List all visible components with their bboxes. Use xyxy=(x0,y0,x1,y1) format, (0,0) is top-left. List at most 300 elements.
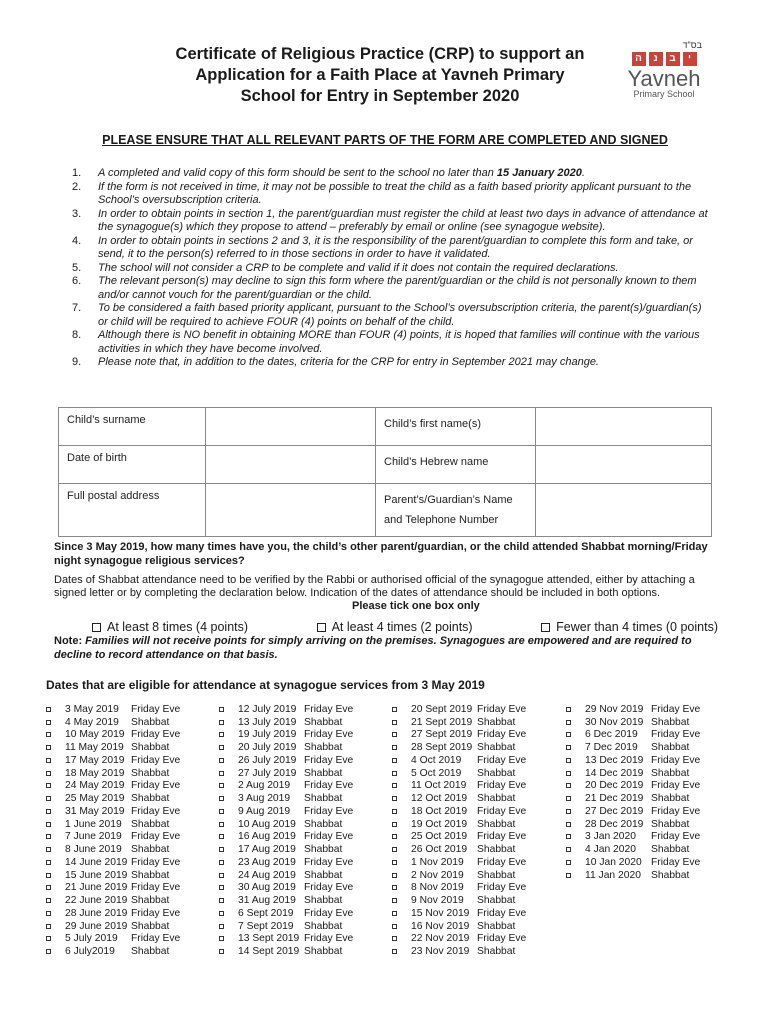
date-checkbox[interactable] xyxy=(392,707,397,712)
school-logo xyxy=(624,40,704,99)
date-value: 3 Aug 2019 xyxy=(238,793,291,805)
instruction-number: 4. xyxy=(72,234,82,247)
date-checkbox[interactable] xyxy=(392,898,397,903)
logo-tile: ב xyxy=(666,52,680,66)
surname-field[interactable] xyxy=(206,408,376,446)
service-type: Shabbat xyxy=(477,844,516,856)
service-type: Friday Eve xyxy=(477,805,527,817)
checkbox[interactable] xyxy=(92,623,101,632)
ensure-heading: PLEASE ENSURE THAT ALL RELEVANT PARTS OF THE FORM ARE COMPLETED AND SIGNED xyxy=(102,133,668,147)
date-checkbox[interactable] xyxy=(392,860,397,865)
date-row[interactable] xyxy=(392,869,526,882)
date-row[interactable] xyxy=(219,856,353,869)
date-checkbox[interactable] xyxy=(392,885,397,890)
date-checkbox[interactable] xyxy=(46,796,51,801)
date-value: 20 Sept 2019 xyxy=(411,703,473,715)
date-value: 10 May 2019 xyxy=(65,729,125,741)
date-checkbox[interactable] xyxy=(46,732,51,737)
date-row[interactable] xyxy=(392,831,526,844)
logo-tiles xyxy=(624,52,704,66)
instruction-item xyxy=(72,235,712,262)
date-row[interactable] xyxy=(46,818,180,831)
date-value: 18 May 2019 xyxy=(65,767,125,779)
surname-label: Child’s surname xyxy=(59,408,206,446)
child-details-table xyxy=(58,407,712,537)
service-type: Shabbat xyxy=(131,716,170,728)
date-checkbox[interactable] xyxy=(46,745,51,750)
service-type: Shabbat xyxy=(651,818,690,830)
date-row[interactable] xyxy=(46,767,180,780)
instruction-text-main: To be considered a faith based priority applicant, pursuant to the School’s oversubscription criteria, the parent(s)/guardian(s) or child will be required to achieve FOUR (4) points on behalf of the child. xyxy=(98,302,702,328)
bsd-mark: בס"ד xyxy=(682,40,702,50)
service-type: Friday Eve xyxy=(651,729,701,741)
date-row[interactable] xyxy=(392,754,526,767)
date-value: 25 Oct 2019 xyxy=(411,831,468,843)
date-row[interactable] xyxy=(392,792,526,805)
date-checkbox[interactable] xyxy=(219,936,224,941)
date-row[interactable] xyxy=(566,741,700,754)
date-checkbox[interactable] xyxy=(46,707,51,712)
date-checkbox[interactable] xyxy=(566,707,571,712)
date-checkbox[interactable] xyxy=(566,732,571,737)
date-checkbox[interactable] xyxy=(219,796,224,801)
attendance-note xyxy=(54,635,714,662)
address-field[interactable] xyxy=(206,484,376,537)
service-type: Friday Eve xyxy=(477,831,527,843)
parent-contact-field[interactable] xyxy=(536,484,712,537)
date-checkbox[interactable] xyxy=(566,822,571,827)
service-type: Friday Eve xyxy=(131,703,181,715)
date-checkbox[interactable] xyxy=(566,834,571,839)
date-checkbox[interactable] xyxy=(219,822,224,827)
date-value: 24 Aug 2019 xyxy=(238,869,296,881)
date-row[interactable] xyxy=(46,805,180,818)
hebrew-name-label: Child’s Hebrew name xyxy=(376,446,536,484)
date-row[interactable] xyxy=(46,907,180,920)
instruction-text xyxy=(98,235,712,262)
date-checkbox[interactable] xyxy=(46,860,51,865)
instruction-number: 6. xyxy=(72,275,82,287)
date-row[interactable] xyxy=(46,843,180,856)
date-row[interactable] xyxy=(566,754,700,767)
date-checkbox[interactable] xyxy=(392,732,397,737)
instruction-number: 8. xyxy=(72,329,82,341)
date-row[interactable] xyxy=(392,805,526,818)
service-type: Shabbat xyxy=(477,793,516,805)
date-value: 1 Nov 2019 xyxy=(411,856,464,868)
instruction-item xyxy=(72,167,712,181)
date-checkbox[interactable] xyxy=(392,924,397,929)
date-value: 28 June 2019 xyxy=(65,907,128,919)
option-label: At least 4 times (2 points) xyxy=(331,620,473,634)
date-checkbox[interactable] xyxy=(219,732,224,737)
option-fewer-than-4[interactable] xyxy=(541,620,718,634)
service-type: Friday Eve xyxy=(304,703,354,715)
hebrew-name-field[interactable] xyxy=(536,446,712,484)
document-header xyxy=(150,44,610,107)
title-line-1: Certificate of Religious Practice (CRP) to support an xyxy=(175,45,585,63)
dates-column-1 xyxy=(46,703,180,958)
first-names-field[interactable] xyxy=(536,408,712,446)
logo-tile: נ xyxy=(649,52,663,66)
service-type: Shabbat xyxy=(304,767,343,779)
date-row[interactable] xyxy=(46,716,180,729)
date-row[interactable] xyxy=(219,805,353,818)
date-checkbox[interactable] xyxy=(46,911,51,916)
date-checkbox[interactable] xyxy=(566,783,571,788)
date-row[interactable] xyxy=(219,869,353,882)
date-row[interactable] xyxy=(392,920,526,933)
attendance-instructions: Dates of Shabbat attendance need to be verified by the Rabbi or authorised official of the synagogue attended, either by attaching a signed letter or by completing the declaration below. Indication of the dates of attendance should be included in both options. xyxy=(54,574,695,599)
service-type: Friday Eve xyxy=(131,754,181,766)
service-type: Friday Eve xyxy=(477,882,527,894)
date-value: 7 Dec 2019 xyxy=(585,742,638,754)
date-checkbox[interactable] xyxy=(46,783,51,788)
service-type: Friday Eve xyxy=(304,907,354,919)
date-value: 29 Nov 2019 xyxy=(585,703,644,715)
date-row[interactable] xyxy=(46,882,180,895)
date-value: 9 Nov 2019 xyxy=(411,895,464,907)
date-value: 12 July 2019 xyxy=(238,703,297,715)
date-checkbox[interactable] xyxy=(219,949,224,954)
date-checkbox[interactable] xyxy=(46,885,51,890)
date-row[interactable] xyxy=(219,882,353,895)
date-value: 26 Oct 2019 xyxy=(411,844,468,856)
date-checkbox[interactable] xyxy=(46,924,51,929)
date-checkbox[interactable] xyxy=(392,949,397,954)
date-checkbox[interactable] xyxy=(219,911,224,916)
date-row[interactable] xyxy=(46,945,180,958)
service-type: Friday Eve xyxy=(477,856,527,868)
date-row[interactable] xyxy=(566,703,700,716)
instruction-number: 5. xyxy=(72,261,82,274)
date-row[interactable] xyxy=(219,818,353,831)
dob-field[interactable] xyxy=(206,446,376,484)
date-checkbox[interactable] xyxy=(46,949,51,954)
date-row[interactable] xyxy=(46,741,180,754)
date-checkbox[interactable] xyxy=(566,796,571,801)
date-value: 24 May 2019 xyxy=(65,780,125,792)
date-row[interactable] xyxy=(392,716,526,729)
date-value: 30 Aug 2019 xyxy=(238,882,296,894)
date-value: 6 July2019 xyxy=(65,946,115,958)
service-type: Friday Eve xyxy=(651,754,701,766)
date-checkbox[interactable] xyxy=(219,758,224,763)
service-type: Shabbat xyxy=(131,946,170,958)
service-type: Shabbat xyxy=(304,844,343,856)
date-checkbox[interactable] xyxy=(566,847,571,852)
instruction-text-main: Although there is NO benefit in obtaining MORE than FOUR (4) points, it is hoped that families will continue with the various activities in which they have become involved. xyxy=(98,329,700,355)
date-row[interactable] xyxy=(392,780,526,793)
service-type: Friday Eve xyxy=(131,856,181,868)
service-type: Shabbat xyxy=(304,716,343,728)
service-type: Friday Eve xyxy=(304,882,354,894)
date-row[interactable] xyxy=(46,780,180,793)
option-label: At least 8 times (4 points) xyxy=(107,620,249,634)
instructions-list xyxy=(72,167,712,370)
service-type: Friday Eve xyxy=(304,933,354,945)
service-type: Shabbat xyxy=(131,895,170,907)
title-line-3: School for Entry in September 2020 xyxy=(240,87,520,105)
service-type: Shabbat xyxy=(304,742,343,754)
date-row[interactable] xyxy=(219,907,353,920)
service-type: Friday Eve xyxy=(131,729,181,741)
date-checkbox[interactable] xyxy=(566,809,571,814)
date-checkbox[interactable] xyxy=(46,936,51,941)
service-type: Shabbat xyxy=(477,895,516,907)
date-row[interactable] xyxy=(392,907,526,920)
date-row[interactable] xyxy=(219,780,353,793)
date-value: 18 Oct 2019 xyxy=(411,805,468,817)
date-checkbox[interactable] xyxy=(392,936,397,941)
service-type: Friday Eve xyxy=(651,856,701,868)
date-value: 22 Nov 2019 xyxy=(411,933,470,945)
date-checkbox[interactable] xyxy=(566,720,571,725)
service-type: Friday Eve xyxy=(477,729,527,741)
date-checkbox[interactable] xyxy=(219,707,224,712)
date-value: 11 May 2019 xyxy=(65,742,124,754)
date-value: 29 June 2019 xyxy=(65,920,128,932)
date-checkbox[interactable] xyxy=(219,898,224,903)
date-checkbox[interactable] xyxy=(392,771,397,776)
service-type: Shabbat xyxy=(477,716,516,728)
date-checkbox[interactable] xyxy=(219,924,224,929)
service-type: Friday Eve xyxy=(304,831,354,843)
logo-tile: י xyxy=(683,52,697,66)
date-value: 21 June 2019 xyxy=(65,882,128,894)
date-value: 11 Jan 2020 xyxy=(585,869,641,881)
date-checkbox[interactable] xyxy=(392,745,397,750)
date-row[interactable] xyxy=(219,754,353,767)
instruction-item xyxy=(72,208,712,235)
date-row[interactable] xyxy=(46,729,180,742)
date-checkbox[interactable] xyxy=(46,873,51,878)
date-row[interactable] xyxy=(392,741,526,754)
date-value: 19 July 2019 xyxy=(238,729,297,741)
date-value: 1 June 2019 xyxy=(65,818,122,830)
date-checkbox[interactable] xyxy=(219,783,224,788)
date-checkbox[interactable] xyxy=(566,860,571,865)
date-row[interactable] xyxy=(566,780,700,793)
date-value: 6 Dec 2019 xyxy=(585,729,638,741)
date-row[interactable] xyxy=(46,792,180,805)
date-checkbox[interactable] xyxy=(46,809,51,814)
date-value: 15 Nov 2019 xyxy=(411,907,470,919)
date-checkbox[interactable] xyxy=(46,898,51,903)
date-row[interactable] xyxy=(219,767,353,780)
date-row[interactable] xyxy=(46,894,180,907)
date-checkbox[interactable] xyxy=(219,847,224,852)
date-checkbox[interactable] xyxy=(392,796,397,801)
first-names-label: Child’s first name(s) xyxy=(376,408,536,446)
option-4-times[interactable] xyxy=(317,620,473,634)
note-text: Families will not receive points for simply arriving on the premises. Synagogues are empowered and are required to decline to record attendance on that basis. xyxy=(54,635,692,661)
date-value: 17 May 2019 xyxy=(65,754,125,766)
date-checkbox[interactable] xyxy=(46,771,51,776)
date-checkbox[interactable] xyxy=(46,720,51,725)
date-row[interactable] xyxy=(219,741,353,754)
date-row[interactable] xyxy=(392,729,526,742)
date-value: 4 May 2019 xyxy=(65,716,119,728)
date-value: 14 June 2019 xyxy=(65,856,128,868)
date-value: 13 Sept 2019 xyxy=(238,933,300,945)
date-row[interactable] xyxy=(566,869,700,882)
instruction-text xyxy=(98,275,712,302)
date-row[interactable] xyxy=(219,792,353,805)
date-row[interactable] xyxy=(46,856,180,869)
date-checkbox[interactable] xyxy=(219,809,224,814)
date-checkbox[interactable] xyxy=(392,822,397,827)
date-row[interactable] xyxy=(566,767,700,780)
date-row[interactable] xyxy=(566,843,700,856)
option-8-times[interactable] xyxy=(92,620,248,634)
date-row[interactable] xyxy=(46,754,180,767)
date-checkbox[interactable] xyxy=(219,873,224,878)
date-row[interactable] xyxy=(392,703,526,716)
service-type: Friday Eve xyxy=(651,805,701,817)
date-row[interactable] xyxy=(392,818,526,831)
date-row[interactable] xyxy=(566,792,700,805)
date-checkbox[interactable] xyxy=(219,720,224,725)
service-type: Friday Eve xyxy=(131,933,181,945)
date-checkbox[interactable] xyxy=(566,745,571,750)
date-value: 27 Dec 2019 xyxy=(585,805,644,817)
date-value: 16 Nov 2019 xyxy=(411,920,470,932)
date-row[interactable] xyxy=(566,716,700,729)
instruction-item xyxy=(72,275,712,302)
service-type: Shabbat xyxy=(651,844,690,856)
date-row[interactable] xyxy=(219,894,353,907)
instruction-text-end: . xyxy=(581,167,585,179)
date-checkbox[interactable] xyxy=(219,771,224,776)
date-value: 5 Oct 2019 xyxy=(411,767,462,779)
title-line-2: Application for a Faith Place at Yavneh Primary xyxy=(195,66,565,84)
date-row[interactable] xyxy=(219,703,353,716)
date-row[interactable] xyxy=(566,805,700,818)
service-type: Shabbat xyxy=(651,716,690,728)
date-row[interactable] xyxy=(219,843,353,856)
date-value: 31 May 2019 xyxy=(65,805,125,817)
checkbox[interactable] xyxy=(541,623,550,632)
date-value: 15 June 2019 xyxy=(65,869,128,881)
parent-contact-label xyxy=(376,484,536,537)
instruction-text xyxy=(98,329,712,356)
date-value: 14 Dec 2019 xyxy=(585,767,644,779)
date-row[interactable] xyxy=(566,831,700,844)
instruction-item xyxy=(72,302,712,329)
date-row[interactable] xyxy=(392,843,526,856)
date-row[interactable] xyxy=(219,716,353,729)
date-checkbox[interactable] xyxy=(566,758,571,763)
date-checkbox[interactable] xyxy=(219,745,224,750)
instruction-text-main: In order to obtain points in section 1, the parent/guardian must register the child at least two days in advance of attendance at the synagogue(s) which they propose to attend – preferably by email or online (see synagogue website). xyxy=(98,207,708,233)
date-row[interactable] xyxy=(46,933,180,946)
date-checkbox[interactable] xyxy=(46,758,51,763)
date-row[interactable] xyxy=(219,933,353,946)
note-lead: Note: xyxy=(54,635,83,647)
date-checkbox[interactable] xyxy=(392,783,397,788)
date-value: 27 July 2019 xyxy=(238,767,297,779)
instruction-number: 2. xyxy=(72,180,82,193)
instruction-text-main: In order to obtain points in sections 2 and 3, it is the responsibility of the parent/guardian to complete this form and take, or send, it to the person(s) referred to in those sections in order to have it validated. xyxy=(98,234,693,260)
date-value: 11 Oct 2019 xyxy=(411,780,467,792)
date-checkbox[interactable] xyxy=(392,720,397,725)
date-value: 3 Jan 2020 xyxy=(585,831,636,843)
service-type: Shabbat xyxy=(131,844,170,856)
instruction-item xyxy=(72,356,712,370)
date-value: 2 Nov 2019 xyxy=(411,869,464,881)
date-row[interactable] xyxy=(219,920,353,933)
service-type: Friday Eve xyxy=(131,882,181,894)
date-value: 10 Aug 2019 xyxy=(238,818,296,830)
instruction-deadline: 15 January 2020 xyxy=(496,167,582,179)
checkbox[interactable] xyxy=(317,623,326,632)
date-checkbox[interactable] xyxy=(392,809,397,814)
date-row[interactable] xyxy=(46,920,180,933)
date-checkbox[interactable] xyxy=(46,847,51,852)
date-row[interactable] xyxy=(566,818,700,831)
date-row[interactable] xyxy=(392,894,526,907)
date-row[interactable] xyxy=(46,869,180,882)
date-checkbox[interactable] xyxy=(219,885,224,890)
tick-instruction: Please tick one box only xyxy=(352,600,480,612)
date-checkbox[interactable] xyxy=(392,834,397,839)
date-value: 19 Oct 2019 xyxy=(411,818,468,830)
service-type: Friday Eve xyxy=(304,754,354,766)
date-checkbox[interactable] xyxy=(219,834,224,839)
instruction-text-main: The school will not consider a CRP to be complete and valid if it does not contain the required declarations. xyxy=(98,261,619,274)
date-row[interactable] xyxy=(219,945,353,958)
date-row[interactable] xyxy=(392,933,526,946)
date-checkbox[interactable] xyxy=(392,847,397,852)
service-type: Shabbat xyxy=(651,793,690,805)
instruction-text-main: Please note that, in addition to the dates, criteria for the CRP for entry in September 2021 may change. xyxy=(98,356,599,368)
instruction-text xyxy=(98,262,619,276)
date-checkbox[interactable] xyxy=(566,771,571,776)
date-row[interactable] xyxy=(219,831,353,844)
date-value: 7 Sept 2019 xyxy=(238,920,294,932)
date-row[interactable] xyxy=(46,831,180,844)
date-checkbox[interactable] xyxy=(46,834,51,839)
date-row[interactable] xyxy=(392,856,526,869)
instruction-text xyxy=(98,356,599,370)
date-value: 4 Jan 2020 xyxy=(585,844,636,856)
date-checkbox[interactable] xyxy=(392,758,397,763)
date-checkbox[interactable] xyxy=(392,873,397,878)
date-value: 26 July 2019 xyxy=(238,754,297,766)
date-checkbox[interactable] xyxy=(46,822,51,827)
date-row[interactable] xyxy=(219,729,353,742)
date-checkbox[interactable] xyxy=(219,860,224,865)
instruction-item xyxy=(72,181,712,208)
service-type: Shabbat xyxy=(131,767,170,779)
date-checkbox[interactable] xyxy=(566,873,571,878)
service-type: Shabbat xyxy=(131,818,170,830)
date-row[interactable] xyxy=(392,945,526,958)
service-type: Shabbat xyxy=(477,946,516,958)
instruction-item xyxy=(72,262,712,276)
date-value: 10 Jan 2020 xyxy=(585,856,642,868)
date-row[interactable] xyxy=(46,703,180,716)
date-checkbox[interactable] xyxy=(392,911,397,916)
service-type: Shabbat xyxy=(131,793,170,805)
service-type: Shabbat xyxy=(304,946,343,958)
date-row[interactable] xyxy=(566,856,700,869)
document-title xyxy=(150,44,610,107)
date-row[interactable] xyxy=(566,729,700,742)
date-row[interactable] xyxy=(392,882,526,895)
date-row[interactable] xyxy=(392,767,526,780)
